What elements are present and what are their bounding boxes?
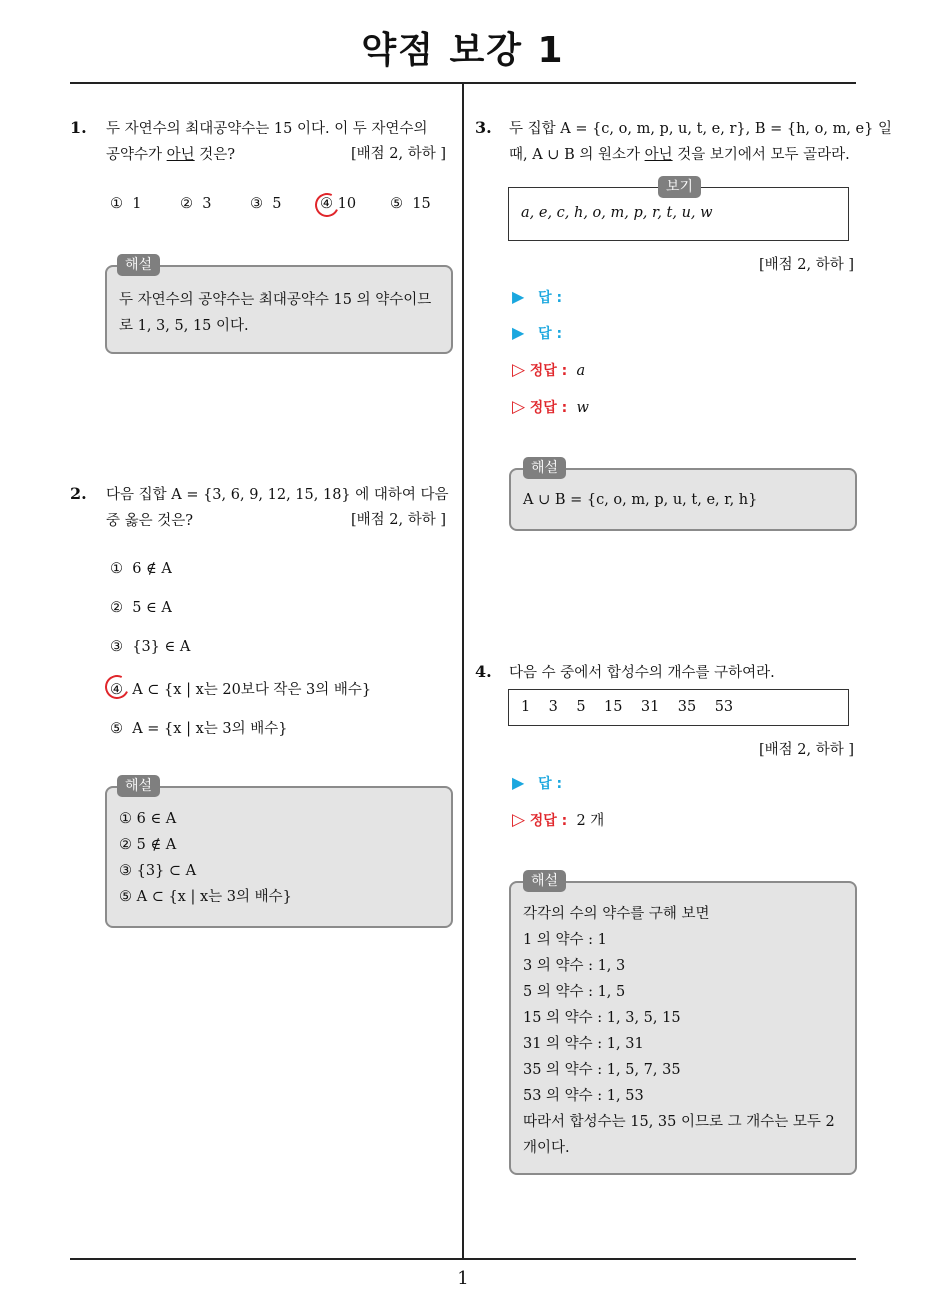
choice-marker: ⑤: [390, 196, 403, 212]
question-number: 4.: [475, 662, 492, 681]
choice-marker: ②: [110, 600, 123, 616]
number-item: 1: [521, 699, 531, 715]
solution-tag: 해설: [117, 775, 160, 797]
selected-answer-circle: [312, 190, 343, 221]
number-list: [521, 699, 733, 715]
column-divider: [462, 84, 464, 1259]
answer-arrow-icon: ▶: [512, 773, 525, 792]
solution-line: 두 자연수의 공약수는 최대공약수 15 의 약수이므: [119, 292, 432, 308]
solution-body: [523, 901, 835, 1161]
solution-line: 1 의 약수 : 1: [523, 932, 607, 948]
correct-label: 정답 :: [529, 363, 568, 379]
choice-4[interactable]: [110, 678, 371, 699]
choice-marker: ②: [180, 196, 193, 212]
text-segment: 공약수가: [106, 147, 167, 163]
choice-3[interactable]: [250, 196, 281, 212]
number-item: 3: [548, 699, 558, 715]
choice-2[interactable]: [180, 196, 211, 212]
view-text: a, e, c, h, o, m, p, r, t, u, w: [521, 205, 713, 221]
question-text-line2: [509, 142, 850, 168]
solution-line: 15 의 약수 : 1, 3, 5, 15: [523, 1010, 681, 1026]
underlined-word: 아닌: [644, 147, 673, 163]
solution-box: [509, 881, 857, 1175]
correct-label: 정답 :: [529, 400, 568, 416]
correct-answer-row: [512, 809, 604, 830]
text-segment: 것을 보기에서 모두 골라라.: [672, 147, 850, 163]
choice-label: 6 ∉ A: [132, 561, 172, 577]
choice-label: 15: [412, 196, 431, 212]
correct-answer-row-1: [512, 360, 585, 380]
solution-body: [119, 806, 292, 910]
solution-line: 개이다.: [523, 1140, 570, 1156]
answer-arrow-icon: ▶: [512, 287, 525, 306]
answer-label: 답 :: [538, 290, 563, 306]
choice-label: 10: [337, 196, 357, 212]
correct-answer-row-2: [512, 397, 589, 417]
solution-line: 5 의 약수 : 1, 5: [523, 984, 626, 1000]
choice-label: 3: [202, 196, 212, 212]
choice-marker: ③: [110, 639, 123, 655]
choice-marker: ④: [320, 196, 333, 212]
question-number: 3.: [475, 118, 492, 137]
number-item: 53: [714, 699, 734, 715]
footer-rule: [70, 1258, 856, 1260]
question-text-line2: [106, 142, 235, 168]
solution-line: ① 6 ∈ A: [119, 811, 177, 827]
choice-label: 1: [132, 196, 142, 212]
choice-label: 5: [272, 196, 282, 212]
solution-line: ③ {3} ⊂ A: [119, 863, 197, 879]
solution-line: 3 의 약수 : 1, 3: [523, 958, 626, 974]
choice-marker: ③: [250, 196, 263, 212]
solution-line: ⑤ A ⊂ {x | x는 3의 배수}: [119, 889, 292, 905]
choice-marker: ④: [110, 682, 123, 698]
solution-line: 53 의 약수 : 1, 53: [523, 1088, 644, 1104]
choice-label: 5 ∈ A: [132, 600, 172, 616]
number-item: 5: [576, 699, 586, 715]
question-number: 2.: [70, 484, 87, 503]
choice-label: A = {x | x는 3의 배수}: [132, 721, 288, 737]
question-text-line1: 두 자연수의 최대공약수는 15 이다. 이 두 자연수의: [106, 121, 428, 137]
choice-label: A ⊂ {x | x는 20보다 작은 3의 배수}: [132, 682, 372, 698]
solution-line: A ∪ B = {c, o, m, p, u, t, e, r, h}: [523, 492, 758, 508]
answer-row-2[interactable]: [512, 323, 562, 343]
choice-1[interactable]: [110, 196, 141, 212]
choice-1[interactable]: [110, 561, 172, 577]
choice-marker: ⑤: [110, 721, 123, 737]
solution-line: 따라서 합성수는 15, 35 이므로 그 개수는 모두 2: [523, 1114, 835, 1130]
score-label: [배점 2, 하하 ]: [351, 146, 447, 162]
choice-5[interactable]: [390, 196, 431, 212]
answer-label: 답 :: [538, 776, 563, 792]
page-number: 1: [457, 1268, 469, 1289]
question-text-line1: 두 집합 A = {c, o, m, p, u, t, e, r}, B = {h, o, m, e} 일: [509, 121, 892, 137]
solution-tag: 해설: [523, 870, 566, 892]
question-number: 1.: [70, 118, 87, 137]
number-item: 35: [677, 699, 697, 715]
solution-line: 31 의 약수 : 1, 31: [523, 1036, 644, 1052]
correct-arrow-icon: ▷: [512, 810, 526, 830]
score-label: [배점 2, 하하 ]: [351, 512, 447, 528]
solution-line: ② 5 ∉ A: [119, 837, 177, 853]
number-item: 15: [604, 699, 623, 715]
solution-body: [523, 487, 757, 513]
question-text-line1: 다음 집합 A = {3, 6, 9, 12, 15, 18} 에 대하여 다음: [106, 487, 449, 503]
solution-line: 로 1, 3, 5, 15 이다.: [119, 318, 249, 334]
solution-line: 각각의 수의 약수를 구해 보면: [523, 906, 710, 922]
number-item: 31: [640, 699, 660, 715]
underlined-word: 아닌: [166, 147, 195, 163]
solution-body: [119, 287, 431, 339]
correct-arrow-icon: ▷: [512, 360, 526, 380]
solution-box: [105, 265, 453, 354]
text-segment: 때, A ∪ B 의 원소가: [509, 147, 645, 163]
choice-marker: ①: [110, 561, 123, 577]
correct-value: 2 개: [576, 813, 605, 829]
answer-row-1[interactable]: [512, 773, 562, 793]
choice-marker: ①: [110, 196, 123, 212]
solution-tag: 해설: [523, 457, 566, 479]
view-tag: 보기: [658, 176, 701, 198]
solution-box: [105, 786, 453, 928]
solution-line: 35 의 약수 : 1, 5, 7, 35: [523, 1062, 681, 1078]
choice-3[interactable]: [110, 639, 190, 655]
correct-value: a: [576, 363, 586, 379]
score-label: [배점 2, 하하 ]: [759, 742, 855, 758]
question-text-line2: 중 옳은 것은?: [106, 513, 194, 529]
choice-5[interactable]: [110, 717, 287, 738]
question-text-line1: 다음 수 중에서 합성수의 개수를 구하여라.: [509, 665, 775, 681]
choice-label: {3} ∈ A: [132, 639, 191, 655]
answer-arrow-icon: ▶: [512, 323, 525, 342]
text-segment: 것은?: [194, 147, 236, 163]
correct-label: 정답 :: [529, 813, 568, 829]
correct-arrow-icon: ▷: [512, 397, 526, 417]
answer-label: 답 :: [538, 326, 563, 342]
answer-row-1[interactable]: [512, 287, 562, 307]
page-title: 약점 보강 1: [361, 30, 565, 71]
number-list-box: [508, 689, 849, 726]
score-label: [배점 2, 하하 ]: [759, 257, 855, 273]
correct-value: w: [576, 400, 589, 416]
solution-tag: 해설: [117, 254, 160, 276]
choice-2[interactable]: [110, 600, 172, 616]
